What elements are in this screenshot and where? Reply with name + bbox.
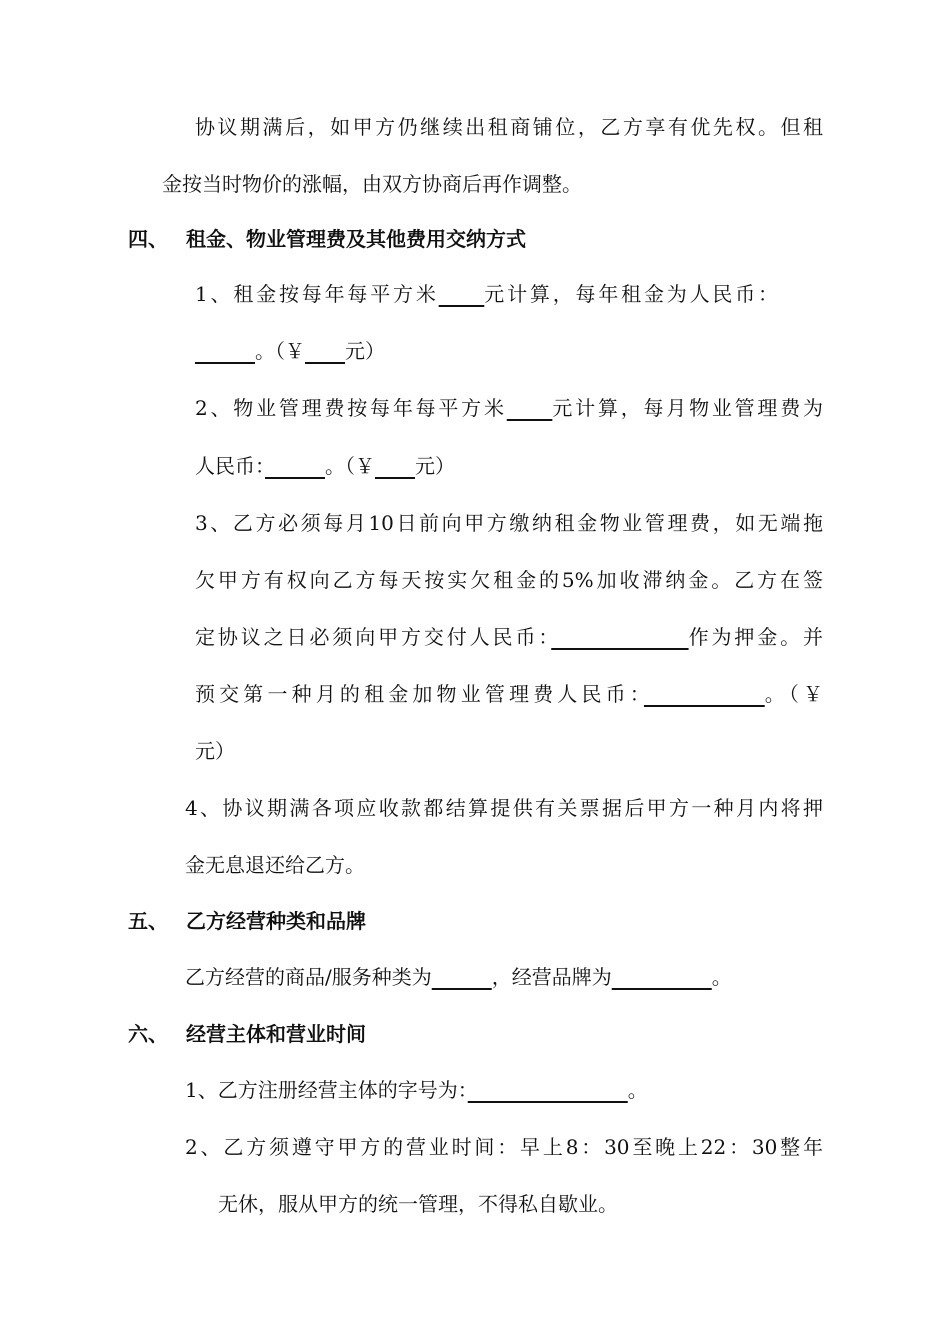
business-hours-line xyxy=(218,1190,618,1218)
trade-name-line xyxy=(185,1076,648,1104)
property-fee-clause-line xyxy=(195,452,455,480)
clause-text: 1、租金按每年每平方米 xyxy=(195,282,439,306)
payment-clause-line xyxy=(195,737,235,765)
fill-in-blank[interactable] xyxy=(439,282,485,306)
fill-in-blank[interactable] xyxy=(468,1078,628,1102)
clause-text: 预交第一种月的租金加物业管理费人民币： xyxy=(195,682,644,706)
payment-clause-line xyxy=(195,680,823,708)
clause-text: 无休，服从甲方的统一管理，不得私自歇业。 xyxy=(218,1192,618,1216)
property-fee-clause-line xyxy=(195,394,823,422)
clause-text: 定协议之日必须向甲方交付人民币： xyxy=(195,625,552,649)
section-title: 经营主体和营业时间 xyxy=(186,1022,366,1046)
payment-clause-line xyxy=(195,509,823,537)
fill-in-blank[interactable] xyxy=(265,454,325,478)
section-title: 租金、物业管理费及其他费用交纳方式 xyxy=(186,227,526,251)
paragraph-text: 协议期满后，如甲方仍继续出租商铺位，乙方享有优先权。但租 xyxy=(195,115,823,139)
fill-in-blank[interactable] xyxy=(305,339,345,363)
clause-text: 欠甲方有权向乙方每天按实欠租金的5%加收滞纳金。乙方在签 xyxy=(195,568,823,592)
fill-in-blank[interactable] xyxy=(195,339,255,363)
business-hours-line xyxy=(185,1133,823,1161)
clause-text: 乙方经营的商品/服务种类为 xyxy=(185,965,432,989)
clause-text: ，经营品牌为 xyxy=(491,965,612,989)
section-title: 乙方经营种类和品牌 xyxy=(186,909,366,933)
clause-text: 。（￥ xyxy=(764,682,824,706)
deposit-refund-clause-line xyxy=(185,794,823,822)
clause-text: 。 xyxy=(627,1078,648,1102)
clause-text: 1、乙方注册经营主体的字号为： xyxy=(185,1078,468,1102)
rent-clause-line xyxy=(195,280,778,308)
paragraph-text: 金按当时物价的涨幅，由双方协商后再作调整。 xyxy=(162,172,582,196)
paragraph-line xyxy=(162,170,582,198)
clause-text: 元） xyxy=(195,739,235,763)
clause-text: 元计算，每月物业管理费为 xyxy=(552,396,824,420)
fill-in-blank[interactable] xyxy=(507,396,553,420)
clause-text: 元） xyxy=(345,339,385,363)
clause-text: 3、乙方必须每月10日前向甲方缴纳租金物业管理费，如无端拖 xyxy=(195,511,823,535)
rent-clause-line xyxy=(195,337,385,365)
fill-in-blank[interactable] xyxy=(432,965,492,989)
section-number: 四、 xyxy=(128,227,168,251)
clause-text: 。（￥ xyxy=(325,454,375,478)
clause-text: 元计算，每年租金为人民币： xyxy=(484,282,779,306)
fill-in-blank[interactable] xyxy=(375,454,415,478)
clause-text: 2、物业管理费按每年每平方米 xyxy=(195,396,507,420)
clause-text: 。 xyxy=(711,965,732,989)
business-type-line xyxy=(185,963,732,991)
section-number: 五、 xyxy=(128,909,168,933)
payment-clause-line xyxy=(195,623,823,651)
clause-text: 作为押金。并 xyxy=(688,625,824,649)
fill-in-blank[interactable] xyxy=(644,682,765,706)
clause-text: 2、乙方须遵守甲方的营业时间：早上8：30至晚上22：30整年 xyxy=(185,1135,823,1159)
deposit-refund-clause-line xyxy=(185,851,365,879)
clause-text: 人民币： xyxy=(195,454,265,478)
fill-in-blank[interactable] xyxy=(551,625,688,649)
paragraph-line xyxy=(195,113,823,141)
clause-text: 元） xyxy=(415,454,455,478)
clause-text: 金无息退还给乙方。 xyxy=(185,853,365,877)
clause-text: 。（￥ xyxy=(255,339,305,363)
clause-text: 4、协议期满各项应收款都结算提供有关票据后甲方一种月内将押 xyxy=(185,796,823,820)
section-number: 六、 xyxy=(128,1022,168,1046)
payment-clause-line xyxy=(195,566,823,594)
fill-in-blank[interactable] xyxy=(612,965,712,989)
